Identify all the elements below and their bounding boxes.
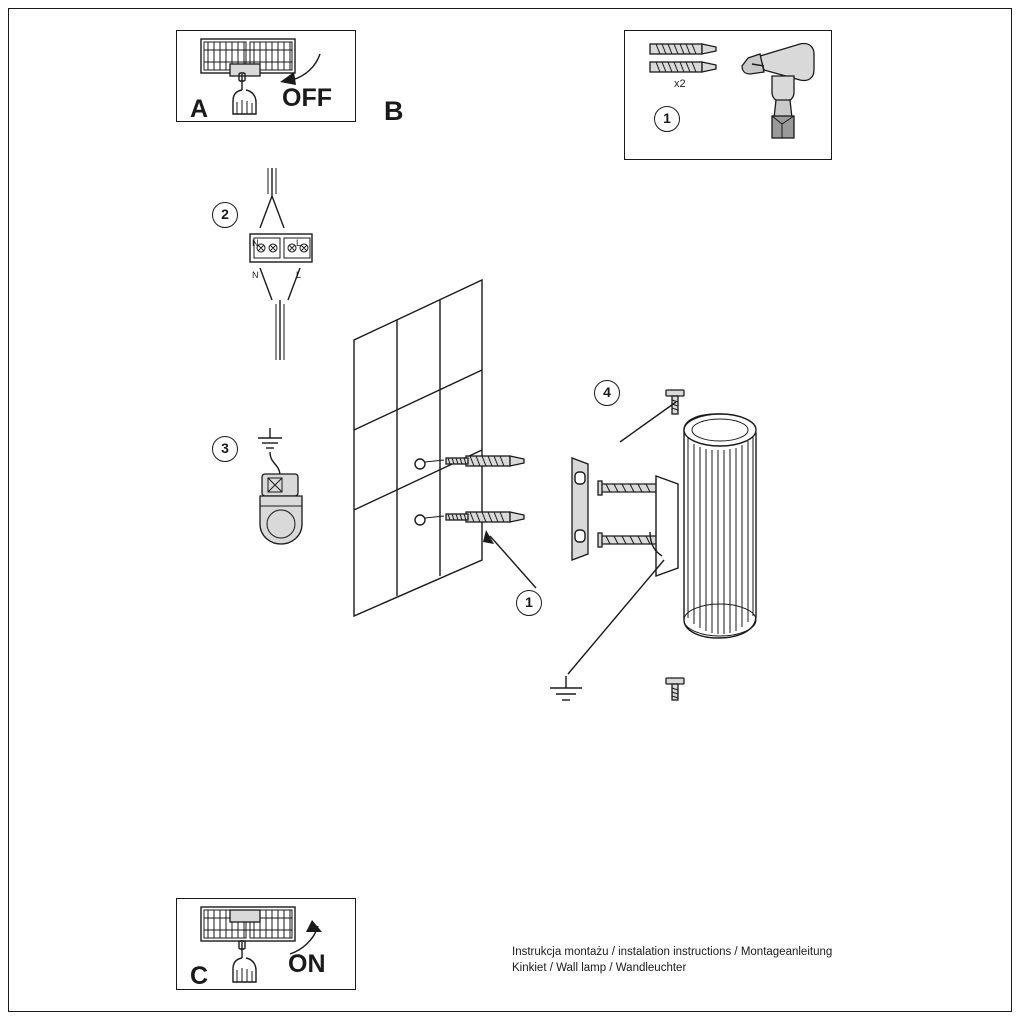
terminal-label-top-l: L [296,238,302,248]
arrow-off-icon [272,52,324,88]
earth-leader-line [566,556,676,678]
earth-symbol [258,428,282,448]
drill-icon [742,40,824,146]
step-number-2: 2 [212,202,238,228]
step-number-1: 1 [654,106,680,132]
hand-icon-a [228,72,272,118]
step-number-4: 4 [594,380,620,406]
step4-leader-line [618,398,682,446]
terminal-label-top-n: N [252,238,259,248]
callout-number-1: 1 [516,590,542,616]
hand-icon-c [228,940,272,986]
bottom-fixing-screw [664,676,686,706]
footer-line-2: Kinkiet / Wall lamp / Wandleuchter [512,962,687,974]
earth-connector-icon [248,420,328,550]
footer-line-1: Instrukcja montażu / instalation instructions / Montageanleitung [512,946,833,958]
panel-b-letter: B [384,96,404,126]
anchor-quantity-label: x2 [674,78,686,90]
wall-anchor-icons [648,40,728,86]
footer-text [512,944,932,976]
panel-a-letter: A [190,95,209,123]
callout1-leader-line [482,530,542,596]
terminal-label-bottom-n: N [252,270,259,280]
panel-c-on-label: ON [288,950,326,978]
step-number-3: 3 [212,436,238,462]
lamp-body [678,404,768,654]
terminal-block-icon [248,168,320,360]
anchor-assembly-upper [412,448,542,478]
panel-a-off-label: OFF [282,84,332,112]
terminal-label-bottom-l: L [296,270,302,280]
wall-tiles [352,278,502,718]
panel-c-letter: C [190,962,209,990]
arrow-on-icon [272,918,324,958]
